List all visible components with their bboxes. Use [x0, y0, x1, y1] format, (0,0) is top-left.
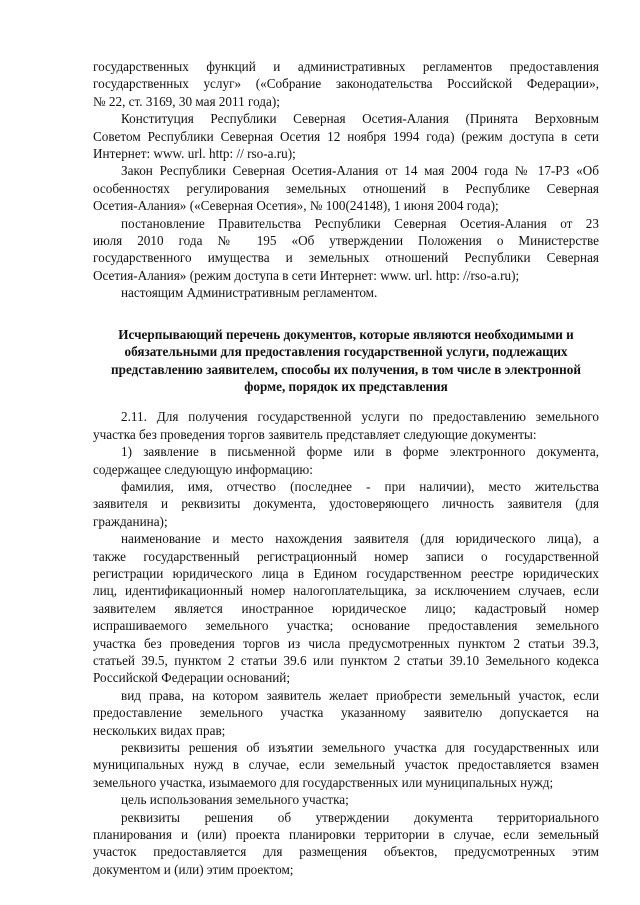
text-line: № 22, ст. 3169, 30 мая 2011 года);	[93, 93, 280, 109]
text-line: Осетия-Алания» (режим доступа в сети Интернет: www. url. http: //rso-a.ru);	[93, 267, 520, 283]
intro-section	[93, 58, 599, 302]
text-line: 2.11. Для получения государственной услуги по предоставлению земельного	[121, 409, 599, 425]
text-line: заявителя и реквизиты документа, удостоверяющего личность заявителя (для	[93, 496, 599, 512]
text-line: лиц, идентификационный номер налогоплательщика, за исключением случаев, если	[93, 583, 599, 599]
text-line: муниципальных нужд в случае, если земельный участок предоставляется взамен	[93, 757, 599, 773]
text-line: государственных функций и административных регламентов предоставления	[93, 59, 599, 74]
text-line: государственного имущества и земельных отношений Республики Северная	[93, 250, 599, 266]
text-line: особенностях регулирования земельных отношений в Республике Северная	[93, 180, 599, 196]
text-line: участок предоставляется для размещения объектов, предусмотренных этим	[93, 844, 599, 860]
heading-line: представлению заявителем, способы их получения, в том числе в электронной	[111, 361, 581, 377]
text-line: регистрации юридического лица в Едином государственном реестре юридических	[93, 565, 599, 581]
paragraph	[93, 284, 599, 301]
text-line: Осетия-Алания» («Северная Осетия», № 100(24148), 1 июня 2004 года);	[93, 198, 499, 214]
text-line: Закон Республики Северная Осетия-Алания от 14 мая 2004 года № 17-РЗ «Об	[121, 163, 599, 179]
paragraph	[93, 791, 599, 808]
text-line: участка без проведения торгов из числа предусмотренных пунктом 2 статьи 39.3,	[93, 635, 599, 651]
paragraph	[93, 809, 599, 879]
text-line: участка без проведения торгов заявитель представляет следующие документы:	[93, 426, 537, 442]
text-line: предоставление земельного участка указанному заявителю допускается на	[93, 705, 599, 721]
heading-line: обязательными для предоставления государственной услуги, подлежащих	[124, 344, 568, 360]
paragraph	[93, 687, 599, 739]
paragraph	[93, 408, 599, 443]
paragraph	[93, 215, 599, 285]
text-line: июля 2010 года № 195 «Об утверждении Положения о Министерстве	[93, 233, 599, 249]
paragraph	[93, 530, 599, 687]
text-line: вид права, на котором заявитель желает приобрести земельный участок, если	[121, 687, 599, 703]
text-line: испрашиваемого земельного участка; основание предоставления земельного	[93, 618, 599, 634]
text-line: Российской Федерации оснований;	[93, 670, 291, 686]
text-line: реквизиты решения об изъятии земельного участка для государственных или	[121, 740, 599, 756]
body-section	[93, 408, 599, 878]
text-line: настоящим Административным регламентом.	[121, 285, 378, 301]
text-line: постановление Правительства Республики Северная Осетия-Алания от 23	[121, 215, 599, 231]
paragraph	[93, 443, 599, 478]
text-line: содержащее следующую информацию:	[93, 461, 313, 477]
heading-line: форме, порядок их представления	[244, 378, 448, 394]
heading-line: Исчерпывающий перечень документов, которые являются необходимыми и	[118, 326, 574, 342]
text-line: документом и (или) этим проектом;	[93, 861, 294, 877]
text-line: нескольких видах прав;	[93, 722, 226, 738]
text-line: Конституция Республики Северная Осетия-Алания (Принята Верховным	[121, 111, 599, 127]
paragraph	[93, 58, 599, 110]
paragraph	[93, 162, 599, 214]
text-line: заявителем является иностранное юридическое лицо; кадастровый номер	[93, 600, 599, 616]
paragraph	[93, 478, 599, 530]
document-page	[93, 58, 599, 878]
text-line: фамилия, имя, отчество (последнее - при наличии), место жительства	[121, 478, 599, 494]
text-line: земельного участка, изымаемого для государственных или муниципальных нужд;	[93, 774, 554, 790]
text-line: Интернет: www. url. http: // rso-a.ru);	[93, 146, 296, 162]
text-line: статьей 39.5, пунктом 2 статьи 39.6 или пунктом 2 статьи 39.10 Земельного кодекса	[93, 653, 599, 668]
text-line: планирования и (или) проекта планировки территории в случае, если земельный	[93, 827, 599, 843]
paragraph	[93, 739, 599, 791]
text-line: реквизиты решения об утверждении документа территориального	[121, 809, 599, 825]
text-line: 1) заявление в письменной форме или в форме электронного документа,	[121, 444, 599, 460]
text-line: цель использования земельного участка;	[121, 792, 349, 808]
text-line: Советом Республики Северная Осетия 12 ноября 1994 года) (режим доступа в сети	[93, 128, 599, 144]
paragraph	[93, 110, 599, 162]
text-line: также государственный регистрационный номер записи о государственной	[93, 548, 599, 564]
text-line: наименование и место нахождения заявителя (для юридического лица), а	[121, 531, 599, 547]
text-line: государственных услуг» («Собрание законодательства Российской Федерации»,	[93, 76, 599, 92]
section-heading	[93, 326, 599, 396]
text-line: гражданина);	[93, 513, 168, 529]
